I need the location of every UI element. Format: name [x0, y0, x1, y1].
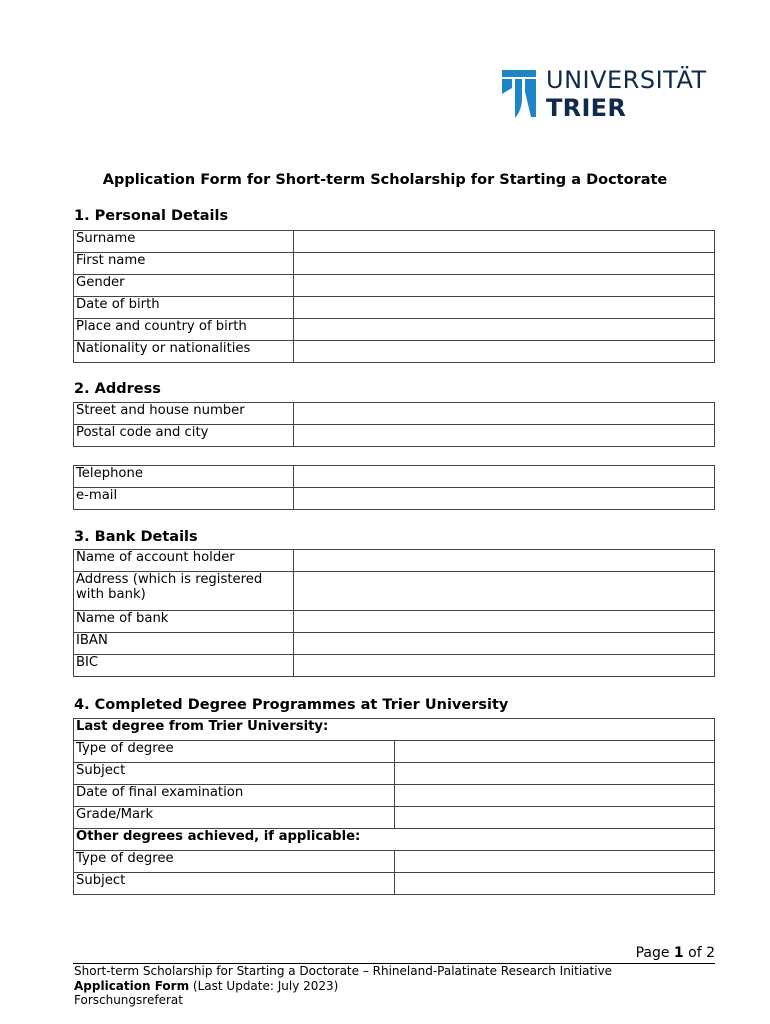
nationality-field[interactable] — [294, 341, 715, 363]
field-label: Date of final examination — [74, 785, 395, 807]
address-table — [73, 402, 715, 447]
personal-details-table — [73, 230, 715, 363]
field-label: Nationality or nationalities — [74, 341, 294, 363]
table-row — [74, 231, 715, 253]
table-row — [74, 829, 715, 851]
footer-form-label: Application Form — [74, 978, 190, 993]
surname-field[interactable] — [294, 231, 715, 253]
field-label: Surname — [74, 231, 294, 253]
table-row — [74, 253, 715, 275]
street-field[interactable] — [294, 403, 715, 425]
table-row — [74, 655, 715, 677]
grade-field[interactable] — [394, 807, 715, 829]
university-logo — [502, 66, 717, 122]
page-number — [636, 945, 715, 961]
page-current: 1 — [673, 945, 684, 961]
table-row — [74, 403, 715, 425]
field-label: Name of bank — [74, 611, 294, 633]
telephone-field[interactable] — [294, 466, 715, 488]
field-label: Street and house number — [74, 403, 294, 425]
field-label: IBAN — [74, 633, 294, 655]
gender-field[interactable] — [294, 275, 715, 297]
page-total: 2 — [706, 945, 715, 961]
section-heading-bank: 3. Bank Details — [74, 529, 198, 545]
table-row — [74, 719, 715, 741]
bank-details-table — [73, 549, 715, 677]
last-degree-type-field[interactable] — [394, 741, 715, 763]
field-label: Subject — [74, 873, 395, 895]
place-of-birth-field[interactable] — [294, 319, 715, 341]
table-row — [74, 873, 715, 895]
page-mid: of — [683, 945, 707, 961]
table-row — [74, 633, 715, 655]
other-degrees-subheading: Other degrees achieved, if applicable: — [74, 829, 715, 851]
section-heading-address: 2. Address — [74, 381, 161, 397]
field-label: Telephone — [74, 466, 294, 488]
field-label: e-mail — [74, 488, 294, 510]
bic-field[interactable] — [294, 655, 715, 677]
first-name-field[interactable] — [294, 253, 715, 275]
email-field[interactable] — [294, 488, 715, 510]
footer-line-3: Forschungsreferat — [74, 993, 183, 1007]
form-title: Application Form for Short-term Scholarship for Starting a Doctorate — [102, 172, 668, 188]
final-exam-date-field[interactable] — [394, 785, 715, 807]
section-heading-degrees: 4. Completed Degree Programmes at Trier University — [74, 697, 509, 713]
table-row — [74, 807, 715, 829]
table-row — [74, 741, 715, 763]
footer-update: (Last Update: July 2023) — [189, 978, 339, 993]
logo-trier-text: TRIER — [546, 94, 627, 122]
table-row — [74, 572, 715, 611]
field-label: Grade/Mark — [74, 807, 395, 829]
table-row — [74, 341, 715, 363]
footer-line-2 — [74, 979, 612, 994]
table-row — [74, 785, 715, 807]
footer — [74, 964, 612, 1008]
footer-line-1: Short-term Scholarship for Starting a Doctorate – Rhineland-Palatinate Research Initiative — [74, 964, 613, 978]
field-label: Type of degree — [74, 851, 395, 873]
table-row — [74, 466, 715, 488]
logo-university-text: UNIVERSITÄT — [546, 66, 707, 94]
last-degree-subject-field[interactable] — [394, 763, 715, 785]
table-row — [74, 550, 715, 572]
section-heading-personal: 1. Personal Details — [74, 208, 229, 224]
postal-city-field[interactable] — [294, 425, 715, 447]
last-degree-subheading: Last degree from Trier University: — [74, 719, 715, 741]
account-holder-field[interactable] — [294, 550, 715, 572]
table-row — [74, 851, 715, 873]
field-label: Gender — [74, 275, 294, 297]
date-of-birth-field[interactable] — [294, 297, 715, 319]
table-row — [74, 297, 715, 319]
field-label: Subject — [74, 763, 395, 785]
other-degree-type-field[interactable] — [394, 851, 715, 873]
field-label: Address (which is registered with bank) — [74, 572, 294, 611]
logo-mark-icon — [502, 70, 538, 120]
table-row — [74, 488, 715, 510]
page-prefix: Page — [635, 945, 674, 961]
table-row — [74, 275, 715, 297]
table-row — [74, 611, 715, 633]
field-label: BIC — [74, 655, 294, 677]
table-row — [74, 319, 715, 341]
field-label: Postal code and city — [74, 425, 294, 447]
table-row — [74, 425, 715, 447]
field-label: Type of degree — [74, 741, 395, 763]
field-label: Date of birth — [74, 297, 294, 319]
field-label: First name — [74, 253, 294, 275]
bank-address-field[interactable] — [294, 572, 715, 611]
iban-field[interactable] — [294, 633, 715, 655]
field-label: Place and country of birth — [74, 319, 294, 341]
table-row — [74, 763, 715, 785]
field-label: Name of account holder — [74, 550, 294, 572]
contact-table — [73, 465, 715, 510]
other-degree-subject-field[interactable] — [394, 873, 715, 895]
degrees-table — [73, 718, 715, 895]
bank-name-field[interactable] — [294, 611, 715, 633]
